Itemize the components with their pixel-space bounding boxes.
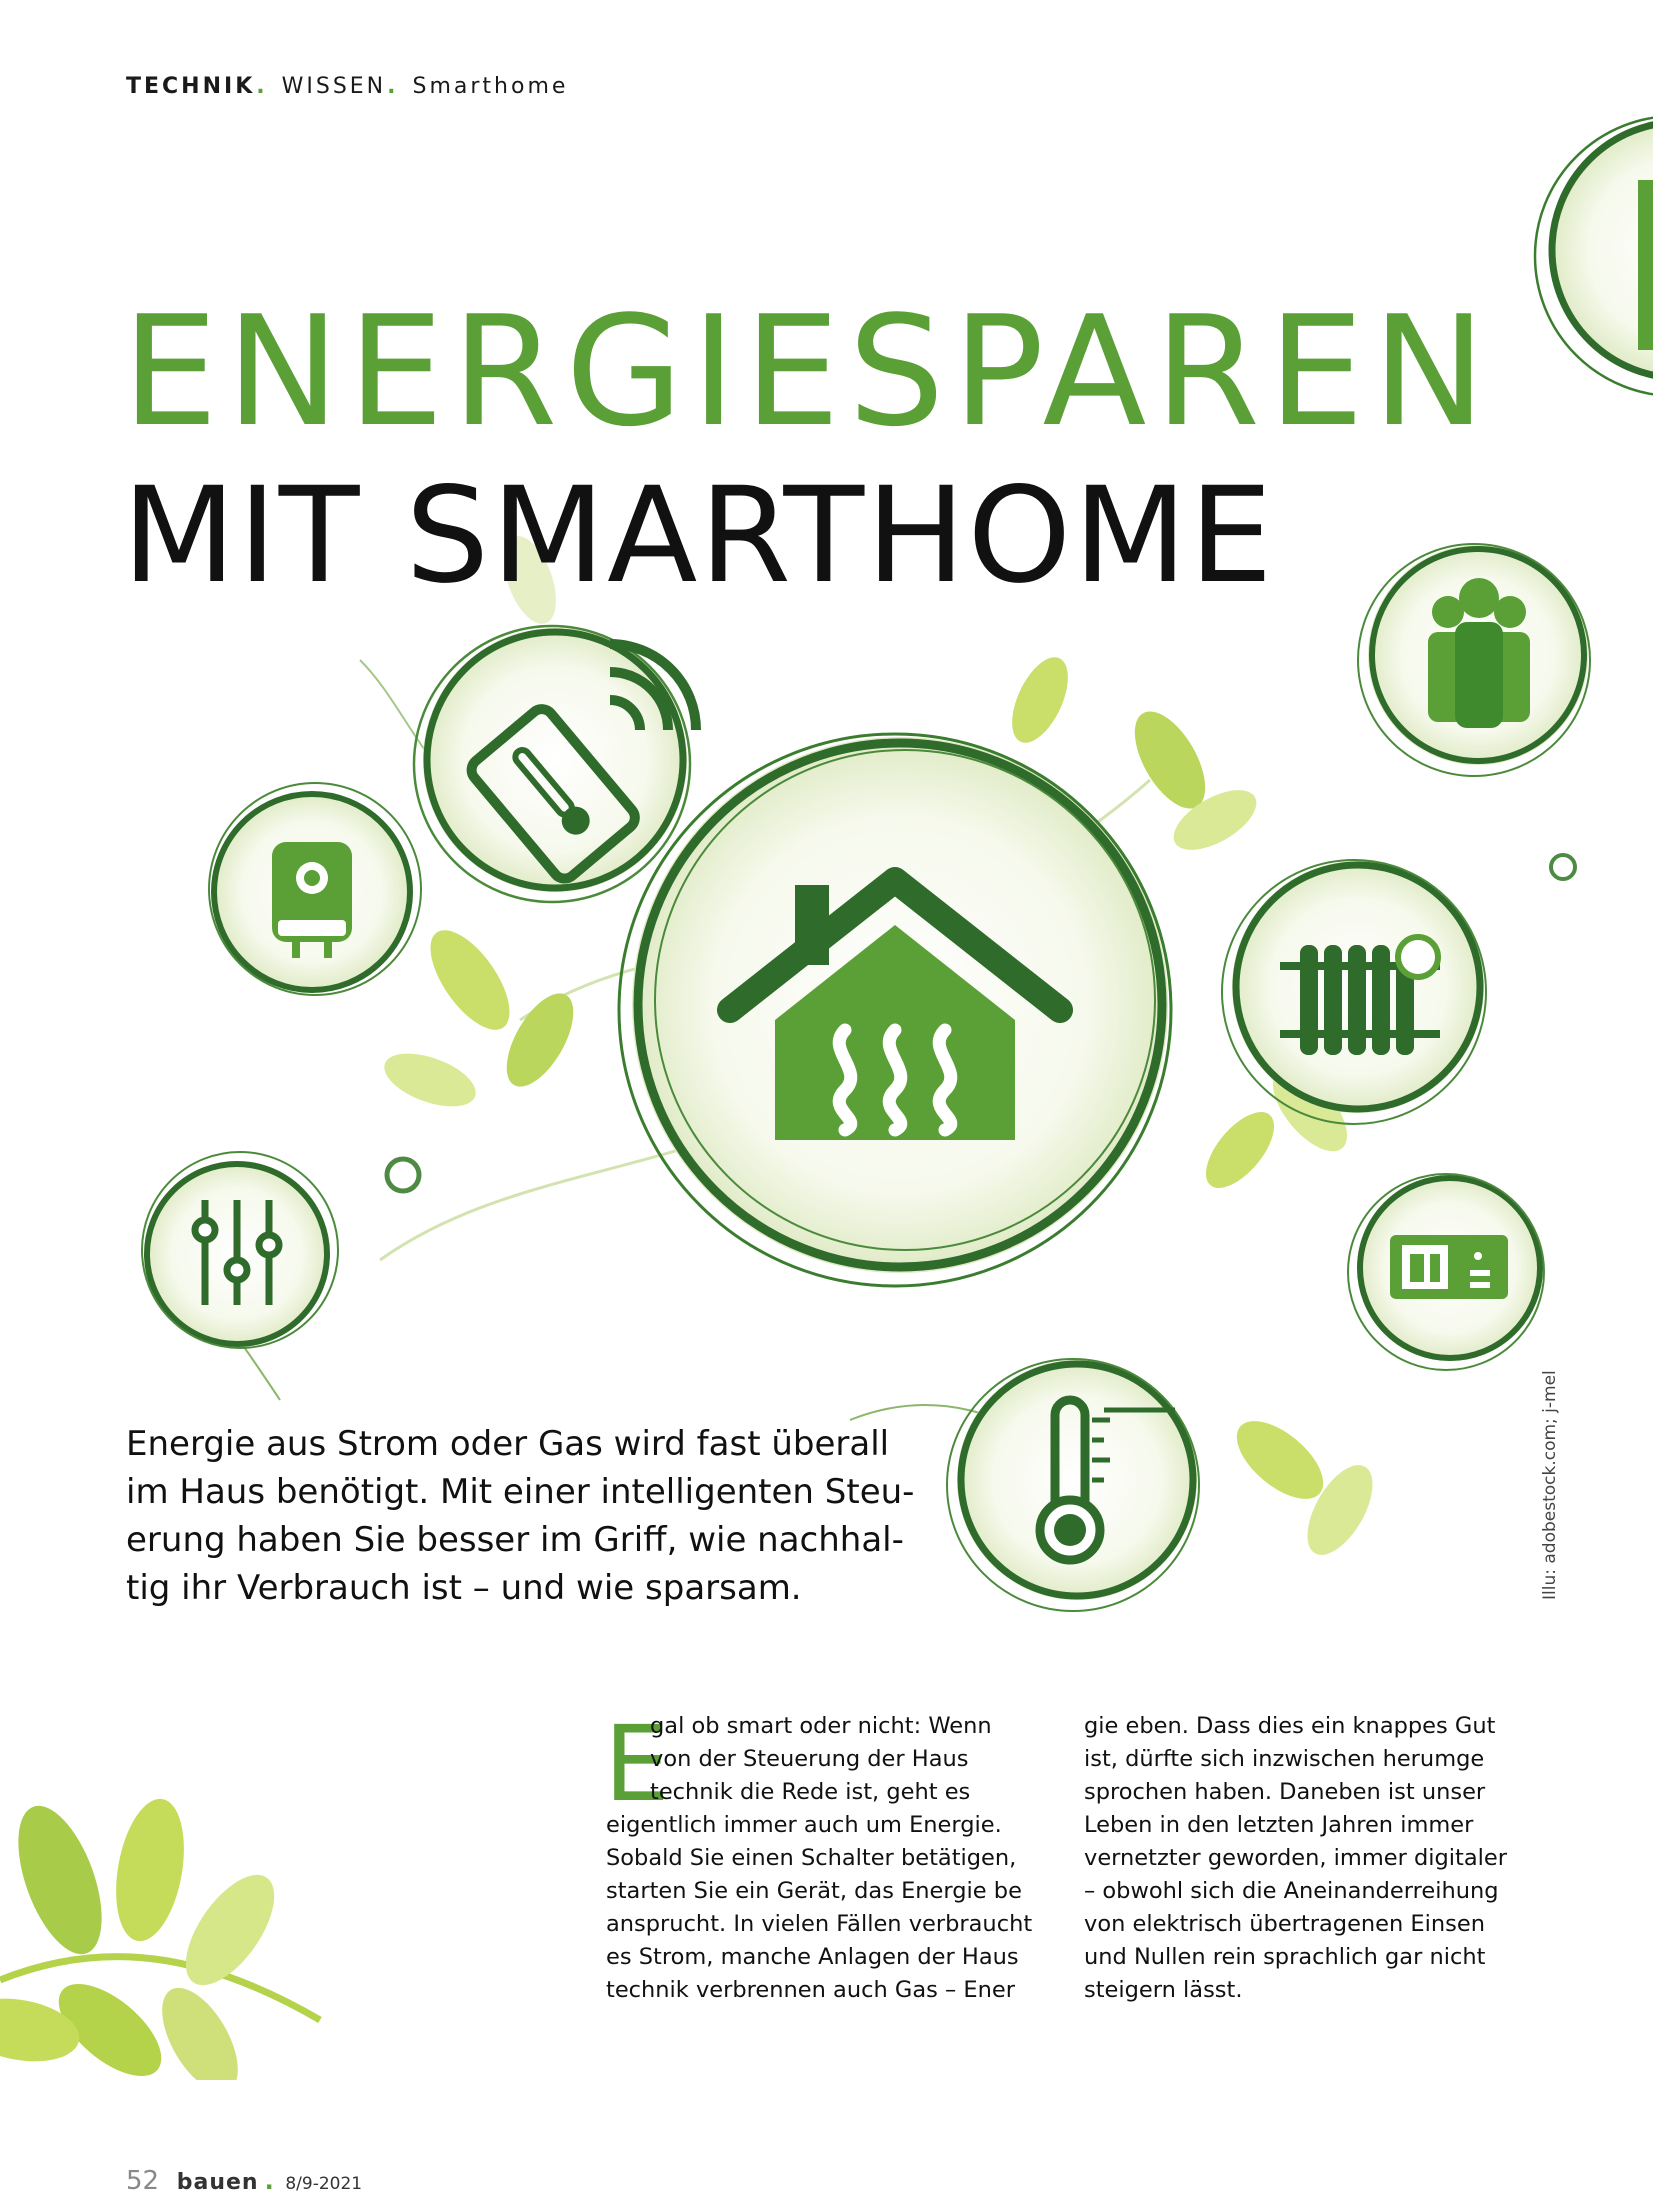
body-line: steigern lässt. bbox=[1084, 1977, 1243, 2003]
magazine-dot: . bbox=[264, 2167, 274, 2195]
body-line: starten Sie ein Gerät, das Energie be bbox=[606, 1878, 1022, 1904]
boiler-icon bbox=[209, 783, 421, 995]
lead-line: Energie aus Strom oder Gas wird fast überall bbox=[126, 1424, 890, 1464]
control-panel-icon bbox=[1348, 1174, 1544, 1370]
headline-line-1: ENERGIESPAREN bbox=[122, 283, 1494, 460]
body-line: Sobald Sie einen Schalter betätigen, bbox=[606, 1845, 1017, 1871]
body-line: ansprucht. In vielen Fällen verbraucht bbox=[606, 1911, 1033, 1937]
magazine-name: bauen bbox=[176, 2170, 259, 2195]
house-heating-icon bbox=[619, 734, 1171, 1286]
breadcrumb-dot: . bbox=[256, 74, 268, 99]
lead-line: erung haben Sie besser im Griff, wie nachhal- bbox=[126, 1520, 904, 1560]
body-column-1 bbox=[604, 1703, 1036, 2007]
radiator-icon bbox=[1222, 860, 1486, 1124]
body-line: von elektrisch übertragenen Einsen bbox=[1084, 1911, 1485, 1937]
headline-line-2: MIT SMARTHOME bbox=[122, 459, 1275, 613]
body-line: es Strom, manche Anlagen der Haus bbox=[606, 1944, 1019, 1970]
body-line: – obwohl sich die Aneinanderreihung bbox=[1084, 1878, 1499, 1904]
thermometer-icon bbox=[947, 1359, 1199, 1611]
lead-line: tig ihr Verbrauch ist – und wie sparsam. bbox=[126, 1568, 802, 1608]
body-line: Leben in den letzten Jahren immer bbox=[1084, 1812, 1474, 1838]
body-line: eigentlich immer auch um Energie. bbox=[606, 1812, 1002, 1838]
body-line: technik die Rede ist, geht es bbox=[650, 1779, 971, 1805]
page-number: 52 bbox=[126, 2166, 160, 2196]
breadcrumb-section: TECHNIK bbox=[126, 74, 256, 99]
body-line: ist, dürfte sich inzwischen herumge bbox=[1084, 1746, 1485, 1772]
body-line: vernetzter geworden, immer digitaler bbox=[1084, 1845, 1508, 1871]
breadcrumb-topic: Smarthome bbox=[412, 74, 569, 99]
lead-paragraph bbox=[126, 1420, 946, 1612]
body-line: technik verbrennen auch Gas – Ener bbox=[606, 1977, 1015, 2003]
breadcrumb bbox=[126, 74, 568, 99]
body-column-2 bbox=[1084, 1710, 1514, 2007]
image-credit: Illu: adobestock.com; j-mel bbox=[1540, 1370, 1560, 1600]
page-footer bbox=[126, 2166, 362, 2196]
thermostat-wifi-icon bbox=[414, 626, 696, 902]
drop-cap: E bbox=[604, 1703, 670, 1825]
body-line: sprochen haben. Daneben ist unser bbox=[1084, 1779, 1486, 1805]
body-line: gie eben. Dass dies ein knappes Gut bbox=[1084, 1713, 1496, 1739]
lead-line: im Haus benötigt. Mit einer intelligenten Steu- bbox=[126, 1472, 915, 1512]
people-icon bbox=[1358, 544, 1590, 776]
body-line: von der Steuerung der Haus bbox=[650, 1746, 969, 1772]
partial-icon bbox=[1535, 116, 1653, 396]
slider-controls-icon bbox=[142, 1152, 338, 1348]
body-line: gal ob smart oder nicht: Wenn bbox=[650, 1713, 992, 1739]
breadcrumb-dot: . bbox=[387, 74, 399, 99]
body-line: und Nullen rein sprachlich gar nicht bbox=[1084, 1944, 1486, 1970]
leaf-branch-decoration bbox=[0, 1780, 400, 2080]
issue-number: 8/9-2021 bbox=[285, 2174, 363, 2194]
breadcrumb-category: WISSEN bbox=[281, 74, 387, 99]
